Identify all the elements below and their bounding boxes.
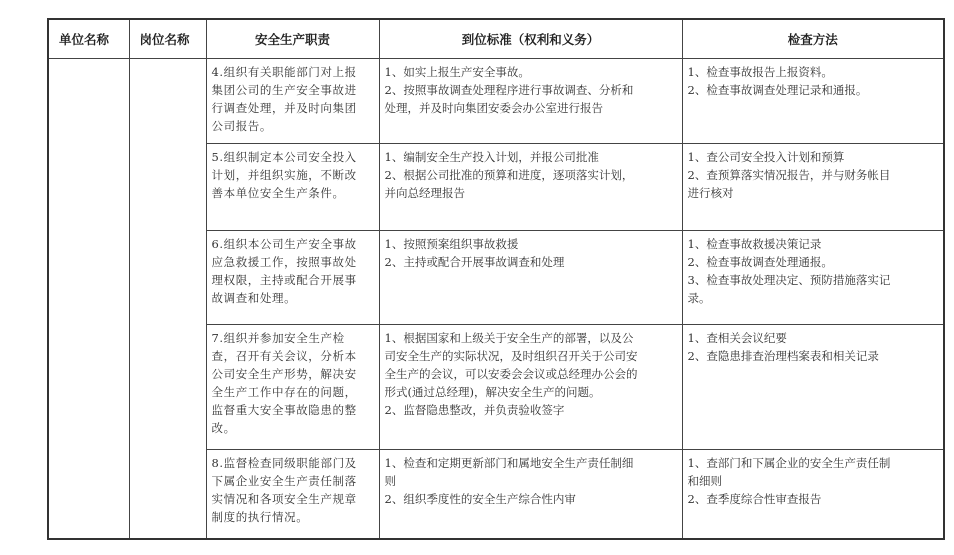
- duty-line: 下属企业安全生产责任制落: [211, 474, 357, 488]
- method-line: 1、检查事故救援决策记录: [687, 237, 822, 251]
- header-post-name: 岗位名称: [129, 19, 206, 59]
- duty-cell: [206, 59, 379, 144]
- duty-line: 公司安全生产形势，解决安: [211, 367, 357, 381]
- duty-line: 故调查和处理。: [211, 291, 297, 305]
- method-line: 2、检查事故调查处理记录和通报。: [687, 83, 868, 97]
- duty-line: 改。: [211, 421, 236, 435]
- table-header-row: [48, 19, 944, 59]
- duty-line: 集团公司的生产安全事故进: [211, 83, 357, 97]
- standard-line: 1、根据国家和上级关于安全生产的部署，以及公: [384, 331, 634, 345]
- standard-line: 则: [384, 474, 396, 488]
- post-name-cell: [129, 59, 206, 540]
- duty-cell: [206, 144, 379, 231]
- method-cell: [682, 325, 944, 450]
- method-line: 2、查季度综合性审查报告: [687, 492, 822, 506]
- duty-line: 制度的执行情况。: [211, 510, 309, 524]
- duty-line: 监督重大安全事故隐患的整: [211, 403, 357, 417]
- duty-cell: [206, 231, 379, 325]
- standard-cell: [379, 325, 682, 450]
- duty-line: 查，召开有关会议，分析本: [211, 349, 357, 363]
- duty-line: 应急救援工作，按照事故处: [211, 255, 357, 269]
- header-duty: 安全生产职责: [206, 19, 379, 59]
- standard-line: 1、如实上报生产安全事故。: [384, 65, 530, 79]
- standard-line: 2、监督隐患整改，并负责验收签字: [384, 403, 565, 417]
- method-cell: [682, 450, 944, 540]
- standard-line: 并向总经理报告: [384, 186, 465, 200]
- duty-cell: [206, 325, 379, 450]
- duty-line: 7.组织并参加安全生产检: [211, 331, 345, 345]
- method-cell: [682, 231, 944, 325]
- standard-line: 司安全生产的实际状况，及时组织召开关于公司安: [384, 349, 638, 363]
- standard-line: 处理，并及时向集团安委会办公室进行报告: [384, 101, 603, 115]
- duty-line: 5.组织制定本公司安全投入: [211, 150, 357, 164]
- method-line: 1、查部门和下属企业的安全生产责任制: [687, 456, 891, 470]
- duty-line: 理权限，主持或配合开展事: [211, 273, 357, 287]
- duty-line: 4.组织有关职能部门对上报: [211, 65, 357, 79]
- method-line: 2、查隐患排查治理档案表和相关记录: [687, 349, 879, 363]
- header-unit-name: 单位名称: [48, 19, 129, 59]
- standard-line: 1、检查和定期更新部门和属地安全生产责任制细: [384, 456, 634, 470]
- method-cell: [682, 59, 944, 144]
- duty-line: 全生产工作中存在的问题，: [211, 385, 357, 399]
- standard-line: 1、编制安全生产投入计划，并报公司批准: [384, 150, 599, 164]
- method-line: 2、查预算落实情况报告，并与财务帐目: [687, 168, 891, 182]
- responsibility-table-container: [47, 18, 943, 540]
- duty-line: 8.监督检查同级职能部门及: [211, 456, 357, 470]
- method-line: 进行核对: [687, 186, 734, 200]
- duty-line: 行调查处理，并及时向集团: [211, 101, 357, 115]
- duty-line: 6.组织本公司生产安全事故: [211, 237, 357, 251]
- duty-cell: [206, 450, 379, 540]
- method-line: 1、查公司安全投入计划和预算: [687, 150, 845, 164]
- duty-line: 善本单位安全生产条件。: [211, 186, 345, 200]
- standard-line: 形式(通过总经理)，解决安全生产的问题。: [384, 385, 601, 399]
- method-line: 录。: [687, 291, 711, 305]
- method-line: 2、检查事故调查处理通报。: [687, 255, 833, 269]
- standard-cell: [379, 450, 682, 540]
- method-line: 1、查相关会议纪要: [687, 331, 787, 345]
- standard-line: 2、主持或配合开展事故调查和处理: [384, 255, 565, 269]
- standard-cell: [379, 231, 682, 325]
- unit-name-cell: [48, 59, 129, 540]
- duty-line: 实情况和各项安全生产规章: [211, 492, 357, 506]
- standard-cell: [379, 144, 682, 231]
- standard-line: 全生产的会议，可以安委会会议或总经理办公会的: [384, 367, 638, 381]
- standard-line: 1、按照预案组织事故救援: [384, 237, 519, 251]
- table-row: [48, 59, 944, 144]
- standard-line: 2、根据公司批准的预算和进度，逐项落实计划，: [384, 168, 634, 182]
- method-line: 3、检查事故处理决定、预防措施落实记: [687, 273, 891, 287]
- standard-line: 2、组织季度性的安全生产综合性内审: [384, 492, 576, 506]
- standard-line: 2、按照事故调查处理程序进行事故调查、分析和: [384, 83, 634, 97]
- method-cell: [682, 144, 944, 231]
- header-check-method: 检查方法: [682, 19, 944, 59]
- header-standard: 到位标准（权利和义务）: [379, 19, 682, 59]
- method-line: 1、检查事故报告上报资料。: [687, 65, 833, 79]
- duty-line: 公司报告。: [211, 119, 272, 133]
- safety-responsibility-table: [47, 18, 945, 540]
- standard-cell: [379, 59, 682, 144]
- method-line: 和细则: [687, 474, 722, 488]
- duty-line: 计划，并组织实施，不断改: [211, 168, 357, 182]
